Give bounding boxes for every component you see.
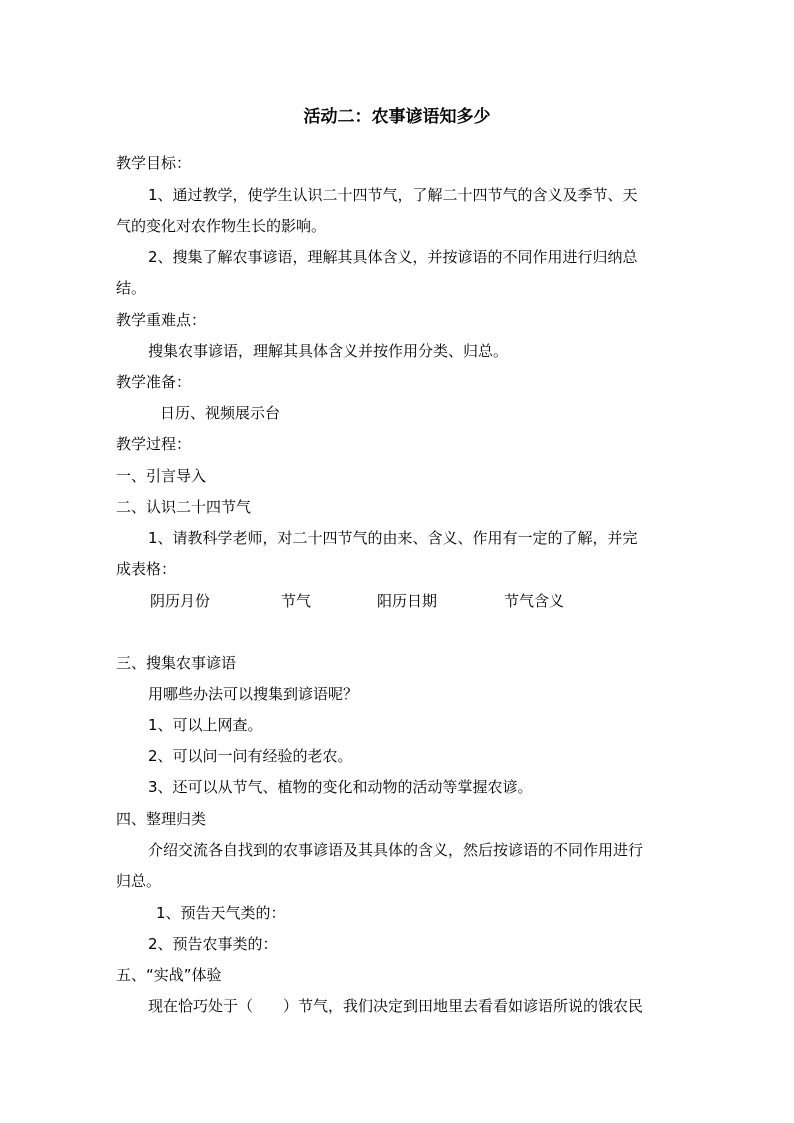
step-3: 三、搜集农事谚语 xyxy=(116,654,237,672)
step-3-item-1: 1、可以上网查。 xyxy=(148,716,263,734)
prep-heading: 教学准备： xyxy=(116,373,192,391)
keypoints-text: 搜集农事谚语，理解其具体含义并按作用分类、归总。 xyxy=(148,342,509,360)
table-header-solar-term: 节气 xyxy=(281,592,312,610)
step-3-question: 用哪些办法可以搜集到谚语呢？ xyxy=(148,685,359,703)
goal-2-line-1: 2、搜集了解农事谚语，理解其具体含义，并按谚语的不同作用进行归纳总 xyxy=(148,248,638,266)
goal-2-line-2: 结。 xyxy=(116,279,147,297)
prep-text: 日历、视频展示台 xyxy=(160,404,281,422)
table-header-lunar-month: 阴历月份 xyxy=(150,592,211,610)
step-2-item-line-2: 成表格： xyxy=(116,560,177,578)
step-4-item-1: 1、预告天气类的： xyxy=(156,904,286,922)
step-4: 四、整理归类 xyxy=(116,810,207,828)
step-3-item-2: 2、可以问一问有经验的老农。 xyxy=(148,747,353,765)
step-4-text-line-2: 归总。 xyxy=(116,872,162,890)
step-1: 一、引言导入 xyxy=(116,467,207,485)
table-header-term-meaning: 节气含义 xyxy=(504,592,565,610)
page-title: 活动二：农事谚语知多少 xyxy=(303,107,491,127)
keypoints-heading: 教学重难点： xyxy=(116,311,207,329)
process-heading: 教学过程： xyxy=(116,435,192,453)
goal-1-line-1: 1、通过教学，使学生认识二十四节气，了解二十四节气的含义及季节、天 xyxy=(148,186,638,204)
step-4-item-2: 2、预告农事类的： xyxy=(148,935,278,953)
step-2: 二、认识二十四节气 xyxy=(116,498,252,516)
step-2-item-line-1: 1、请教科学老师，对二十四节气的由来、含义、作用有一定的了解，并完 xyxy=(148,529,638,547)
table-header-solar-date: 阳历日期 xyxy=(377,592,438,610)
step-3-item-3: 3、还可以从节气、植物的变化和动物的活动等掌握农谚。 xyxy=(148,778,533,796)
goals-heading: 教学目标： xyxy=(116,154,192,172)
step-5-text-line-1: 现在恰巧处于（ ）节气，我们决定到田地里去看看如谚语所说的饿农民 xyxy=(148,997,644,1015)
step-5: 五、“实战”体验 xyxy=(116,966,222,984)
step-4-text-line-1: 介绍交流各自找到的农事谚语及其具体的含义，然后按谚语的不同作用进行 xyxy=(148,841,644,859)
goal-1-line-2: 气的变化对农作物生长的影响。 xyxy=(116,217,327,235)
